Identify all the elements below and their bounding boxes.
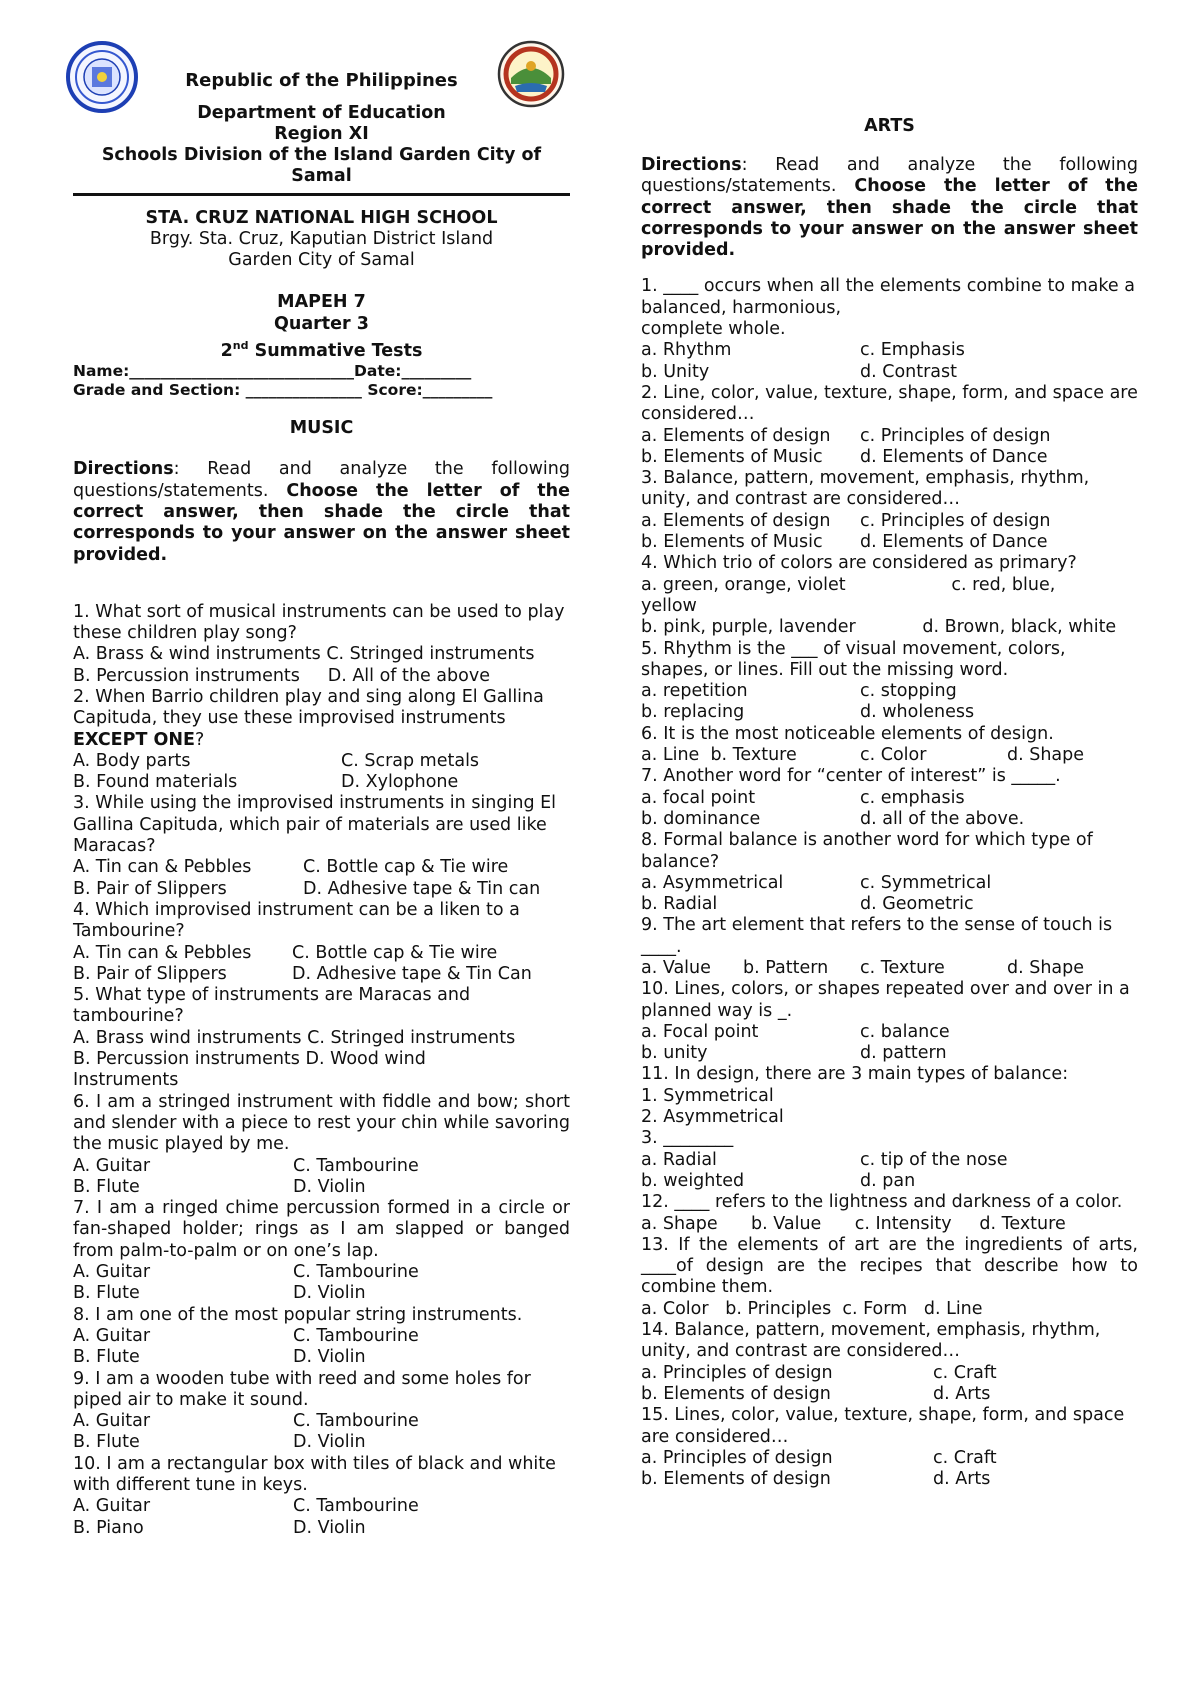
directions-instruction: Choose the letter of the correct answer, then shade the circle that corresponds to your answer on the answer sheet provided.: [641, 176, 1138, 261]
question-stem: 2. Line, color, value, texture, shape, form, and space are considered…: [641, 382, 1138, 425]
answer-options: [641, 958, 1138, 979]
question-stem: 14. Balance, pattern, movement, emphasis, rhythm, unity, and contrast are considered…: [641, 1320, 1101, 1362]
answer-option: A. Tin can & Pebbles: [73, 942, 252, 963]
question-text: [641, 1064, 1138, 1085]
question-stem: 9. I am a wooden tube with reed and some holes for piped air to make it sound.: [73, 1368, 531, 1410]
answer-option: D. Violin: [293, 1176, 366, 1197]
question-stem-continued: complete whole.: [641, 319, 786, 340]
answer-options: [73, 943, 570, 986]
answer-options: [641, 1363, 1138, 1406]
answer-option: C. Bottle cap & Tie wire: [292, 942, 498, 963]
question-text: [73, 1305, 570, 1326]
question-stem: 2. When Barrio children play and sing along El Gallina Capituda, they use these improvised instruments: [73, 687, 544, 729]
question-item: [73, 687, 570, 793]
question-item: [73, 1092, 570, 1198]
answer-options: [73, 857, 570, 900]
question-stem: 8. Formal balance is another word for which type of balance?: [641, 830, 1093, 872]
answer-option: d. wholeness: [860, 702, 975, 723]
school-name: STA. CRUZ NATIONAL HIGH SCHOOL: [145, 208, 498, 228]
question-text: [73, 1369, 570, 1412]
answer-option: d. Arts: [933, 1383, 991, 1404]
answer-option: D. Adhesive tape & Tin can: [303, 878, 541, 899]
answer-option: a. focal point: [641, 787, 756, 808]
answer-option: A. Brass & wind instruments C. Stringed instruments: [73, 644, 535, 665]
question-text: [73, 1092, 570, 1156]
answer-option: C. Tambourine: [293, 1262, 419, 1283]
question-text: [73, 1454, 570, 1497]
region-title: Region XI: [274, 124, 369, 144]
question-text: [641, 915, 1138, 958]
question-stem: 9. The art element that refers to the sense of touch is ____.: [641, 915, 1113, 957]
question-stem: 1. ____ occurs when all the elements combine to make a balanced, harmonious,: [641, 276, 1135, 318]
answer-option: c. Craft: [933, 1447, 997, 1468]
answer-options: [641, 1022, 1138, 1065]
question-emphasis: EXCEPT ONE: [73, 729, 195, 750]
question-item: [641, 383, 1138, 468]
directions-label: Directions: [73, 459, 174, 480]
answer-options: [641, 681, 1138, 724]
question-text: [641, 1192, 1138, 1213]
answer-options: [641, 511, 1138, 554]
music-question-list: [73, 602, 570, 1539]
answer-option: b. Unity: [641, 361, 710, 382]
question-item: [641, 553, 1138, 638]
answer-option: B. Flute: [73, 1432, 140, 1453]
answer-option: A. Guitar: [73, 1155, 151, 1176]
directions-label: Directions: [641, 155, 742, 175]
test-title: [73, 335, 570, 362]
answer-option: d. Shape: [1007, 745, 1085, 766]
answer-option: d. Shape: [1007, 957, 1085, 978]
directions-text: : Read and analyze the following questions/statements.: [73, 459, 570, 501]
question-text: [641, 830, 1138, 873]
answer-options: [641, 426, 1138, 469]
answer-option: A. Tin can & Pebbles: [73, 857, 252, 878]
answer-options: [641, 788, 1138, 831]
answer-option: c. Principles of design: [860, 425, 1051, 446]
question-text: [73, 793, 570, 857]
question-stem: 5. Rhythm is the ___ of visual movement, colors, shapes, or lines. Fill out the missing word.: [641, 638, 1066, 680]
question-item: [641, 276, 1138, 382]
answer-options: [73, 644, 570, 687]
question-item: [641, 1235, 1138, 1320]
answer-option: C. Tambourine: [293, 1325, 419, 1346]
subject-title: MAPEH 7: [277, 292, 366, 312]
question-text: [641, 468, 1138, 511]
question-stem: 12. ____ refers to the lightness and darkness of a color.: [641, 1192, 1123, 1213]
question-stem: 8. I am one of the most popular string instruments.: [73, 1304, 523, 1325]
left-column: [73, 40, 570, 1539]
question-text: [73, 985, 570, 1028]
answer-option: A. Guitar: [73, 1411, 151, 1432]
question-item: [641, 1064, 1138, 1149]
answer-option: a. Focal point: [641, 1021, 759, 1042]
answer-option: D. Violin: [293, 1283, 366, 1304]
answer-option: b. Elements of design: [641, 1469, 831, 1490]
answer-option: a. Elements of design: [641, 510, 831, 531]
answer-option: B. Percussion instruments D. Wood wind: [73, 1049, 426, 1070]
quarter-title: Quarter 3: [274, 313, 369, 334]
answer-options: [641, 1214, 1138, 1235]
answer-options: [641, 873, 1138, 916]
answer-option: A. Guitar: [73, 1325, 151, 1346]
question-stem: 10. Lines, colors, or shapes repeated over and over in a planned way is _.: [641, 979, 1130, 1021]
answer-option: yellow: [641, 595, 697, 616]
answer-option: d. pattern: [860, 1043, 947, 1064]
answer-option: b. pink, purple, lavender d. Brown, black, white: [641, 617, 1117, 638]
music-section-title: MUSIC: [289, 418, 354, 439]
answer-option: a. Principles of design: [641, 1362, 833, 1383]
answer-option: d. Geometric: [860, 894, 974, 915]
question-stem: 4. Which improvised instrument can be a liken to a Tambourine?: [73, 899, 520, 942]
question-text: [641, 1405, 1138, 1448]
answer-option: d. Elements of Dance: [860, 532, 1048, 553]
question-item: [73, 900, 570, 985]
question-text: [73, 900, 570, 943]
answer-option: C. Bottle cap & Tie wire: [303, 857, 509, 878]
question-stem: 10. I am a rectangular box with tiles of black and white with different tune in keys.: [73, 1453, 556, 1495]
answer-option: d. Elements of Dance: [860, 446, 1048, 467]
question-item: [641, 468, 1138, 553]
answer-options: [641, 1299, 1138, 1320]
arts-question-list: [641, 276, 1138, 1490]
answer-option: d. Arts: [933, 1469, 991, 1490]
directions-text: : Read and analyze the following questions/statements.: [641, 155, 1138, 197]
answer-option: a. Color b. Principles c. Form d. Line: [641, 1298, 983, 1319]
answer-options: [641, 340, 1138, 383]
question-stem: 15. Lines, color, value, texture, shape, form, and space are considered…: [641, 1405, 1125, 1447]
answer-option: b. Elements of Music: [641, 532, 823, 553]
answer-option: A. Brass wind instruments C. Stringed instruments: [73, 1027, 516, 1048]
school-address-line1: Brgy. Sta. Cruz, Kaputian District Island: [149, 229, 494, 249]
question-text: [73, 687, 570, 751]
answer-option: 2. Asymmetrical: [641, 1107, 784, 1128]
school-address-line2: Garden City of Samal: [228, 250, 415, 270]
question-stem: 6. It is the most noticeable elements of design.: [641, 723, 1054, 744]
answer-option: d. all of the above.: [860, 808, 1025, 829]
name-date-field[interactable]: Name:_____________________________Date:_________: [73, 362, 472, 381]
question-item: [641, 830, 1138, 915]
question-item: [641, 1150, 1138, 1193]
question-stem: 3. While using the improvised instruments in singing El Gallina Capituda, which pair of materials are used like Maracas?: [73, 793, 557, 857]
question-item: [641, 1405, 1138, 1490]
directions-instruction: Choose the letter of the correct answer, then shade the circle that corresponds to your answer on the answer sheet provided.: [73, 480, 570, 565]
question-stem: 1. What sort of musical instruments can be used to play these children play song?: [73, 601, 565, 644]
answer-options: [73, 751, 570, 794]
answer-option: a. Radial: [641, 1149, 717, 1170]
answer-option: c. Craft: [933, 1362, 997, 1383]
question-stem: 11. In design, there are 3 main types of balance:: [641, 1064, 1069, 1085]
question-item: [641, 915, 1138, 979]
answer-option: a. Shape b. Value c. Intensity d. Texture: [641, 1213, 1066, 1234]
answer-option: A. Body parts: [73, 750, 191, 771]
answer-option: c. tip of the nose: [860, 1149, 1008, 1170]
answer-options: [73, 1262, 570, 1305]
answer-option: C. Tambourine: [293, 1155, 419, 1176]
question-text: [641, 1320, 1138, 1363]
music-directions: [73, 459, 570, 565]
answer-options: [73, 1326, 570, 1369]
answer-option: c. Texture: [860, 957, 945, 978]
question-text: [641, 979, 1138, 1022]
answer-option: B. Flute: [73, 1283, 140, 1304]
question-stem: 3. Balance, pattern, movement, emphasis, rhythm, unity, and contrast are considered…: [641, 468, 1090, 510]
question-item: [73, 793, 570, 899]
question-item: [641, 1320, 1138, 1405]
question-item: [73, 1369, 570, 1454]
answer-option: b. Elements of Music: [641, 446, 823, 467]
answer-option: c. Symmetrical: [860, 872, 992, 893]
answer-option: b. Radial: [641, 894, 718, 915]
arts-section-title: ARTS: [864, 116, 915, 136]
question-item: [73, 602, 570, 687]
answer-options: [641, 1086, 1138, 1150]
answer-option: c. Color: [860, 745, 927, 766]
question-stem: 4. Which trio of colors are considered as primary?: [641, 553, 1077, 574]
answer-options: [73, 1156, 570, 1199]
answer-options: [641, 1448, 1138, 1491]
answer-option: c. emphasis: [860, 787, 965, 808]
question-text: [641, 1235, 1138, 1299]
answer-option: b. dominance: [641, 808, 761, 829]
answer-option: c. balance: [860, 1021, 950, 1042]
answer-option: d. Contrast: [860, 361, 958, 382]
header-divider: [73, 193, 570, 196]
test-number-suffix: nd: [232, 339, 249, 352]
question-text: [73, 1198, 570, 1262]
question-item: [641, 979, 1138, 1064]
question-text: [641, 639, 1138, 682]
answer-option: b. Pattern: [743, 957, 829, 978]
question-text: [641, 383, 1138, 426]
republic-title: Republic of the Philippines: [185, 70, 458, 91]
department-title: Department of Education: [197, 103, 446, 123]
right-column: [641, 40, 1138, 1490]
answer-option: A. Guitar: [73, 1496, 151, 1517]
answer-option: A. Guitar: [73, 1262, 151, 1283]
answer-option: B. Pair of Slippers: [73, 878, 227, 899]
test-number: 2: [220, 340, 233, 361]
arts-directions: [641, 155, 1138, 261]
division-title: Schools Division of the Island Garden City of Samal: [101, 145, 542, 186]
question-stem: 5. What type of instruments are Maracas and tambourine?: [73, 985, 471, 1027]
answer-option: a. Elements of design: [641, 425, 831, 446]
answer-options: [641, 575, 1138, 639]
answer-option: a. Rhythm: [641, 340, 732, 361]
answer-option: a. repetition: [641, 681, 748, 702]
answer-option: B. Pair of Slippers: [73, 963, 227, 984]
question-text: [641, 724, 1138, 745]
question-stem: 6. I am a stringed instrument with fiddle and bow; short and slender with a piece to rest your chin while savoring the music played by me.: [73, 1091, 570, 1155]
question-item: [641, 724, 1138, 767]
answer-option: C. Tambourine: [293, 1411, 419, 1432]
question-end: ?: [194, 729, 205, 750]
answer-option: D. Violin: [293, 1432, 366, 1453]
answer-option: c. Principles of design: [860, 510, 1051, 531]
answer-option: B. Flute: [73, 1176, 140, 1197]
answer-option: c. Emphasis: [860, 340, 965, 361]
grade-score-field[interactable]: Grade and Section: _______________ Score:_________: [73, 381, 493, 400]
answer-option: B. Percussion instruments D. All of the above: [73, 665, 490, 686]
answer-option: a. green, orange, violet c. red, blue,: [641, 574, 1056, 595]
answer-option: a. Value: [641, 957, 711, 978]
answer-options: [73, 1496, 570, 1539]
answer-option: D. Adhesive tape & Tin Can: [292, 963, 532, 984]
question-text: [641, 553, 1138, 574]
answer-option: d. pan: [860, 1170, 916, 1191]
answer-option: b. replacing: [641, 702, 745, 723]
answer-option: b. weighted: [641, 1170, 745, 1191]
answer-options: [73, 1028, 570, 1092]
question-item: [73, 1198, 570, 1304]
answer-option: B. Found materials: [73, 772, 238, 793]
answer-option: a. Principles of design: [641, 1447, 833, 1468]
answer-option: D. Xylophone: [341, 772, 459, 793]
answer-option: D. Violin: [293, 1347, 366, 1368]
answer-options: [641, 745, 1138, 766]
answer-option: b. unity: [641, 1043, 708, 1064]
answer-option: C. Tambourine: [293, 1496, 419, 1517]
answer-option: Instruments: [73, 1070, 179, 1091]
answer-options: [73, 1411, 570, 1454]
test-title-text: Summative Tests: [254, 340, 423, 361]
question-item: [641, 1192, 1138, 1235]
answer-option: 3. ________: [641, 1128, 734, 1149]
answer-option: a. Asymmetrical: [641, 872, 784, 893]
question-item: [641, 639, 1138, 724]
question-stem: 13. If the elements of art are the ingredients of arts, ____of design are the recipes that describe how to combine them.: [641, 1234, 1138, 1298]
answer-option: C. Scrap metals: [341, 750, 480, 771]
question-item: [641, 766, 1138, 830]
question-stem: 7. I am a ringed chime percussion formed in a circle or fan-shaped holder; rings as I am slapped or banged from palm-to-palm or on one’s lap.: [73, 1198, 570, 1261]
answer-options: [641, 1150, 1138, 1193]
question-text: [73, 602, 570, 645]
answer-option: c. stopping: [860, 681, 957, 702]
answer-option: D. Violin: [293, 1517, 366, 1538]
question-stem: 7. Another word for “center of interest” is _____.: [641, 766, 1061, 787]
question-text: [641, 276, 1138, 340]
question-item: [73, 985, 570, 1091]
answer-option: B. Flute: [73, 1347, 140, 1368]
question-text: [641, 766, 1138, 787]
question-item: [73, 1305, 570, 1369]
question-item: [73, 1454, 570, 1539]
answer-option: 1. Symmetrical: [641, 1085, 774, 1106]
answer-option: b. Elements of design: [641, 1383, 831, 1404]
answer-option: a. Line b. Texture: [641, 745, 797, 766]
answer-option: B. Piano: [73, 1517, 144, 1538]
